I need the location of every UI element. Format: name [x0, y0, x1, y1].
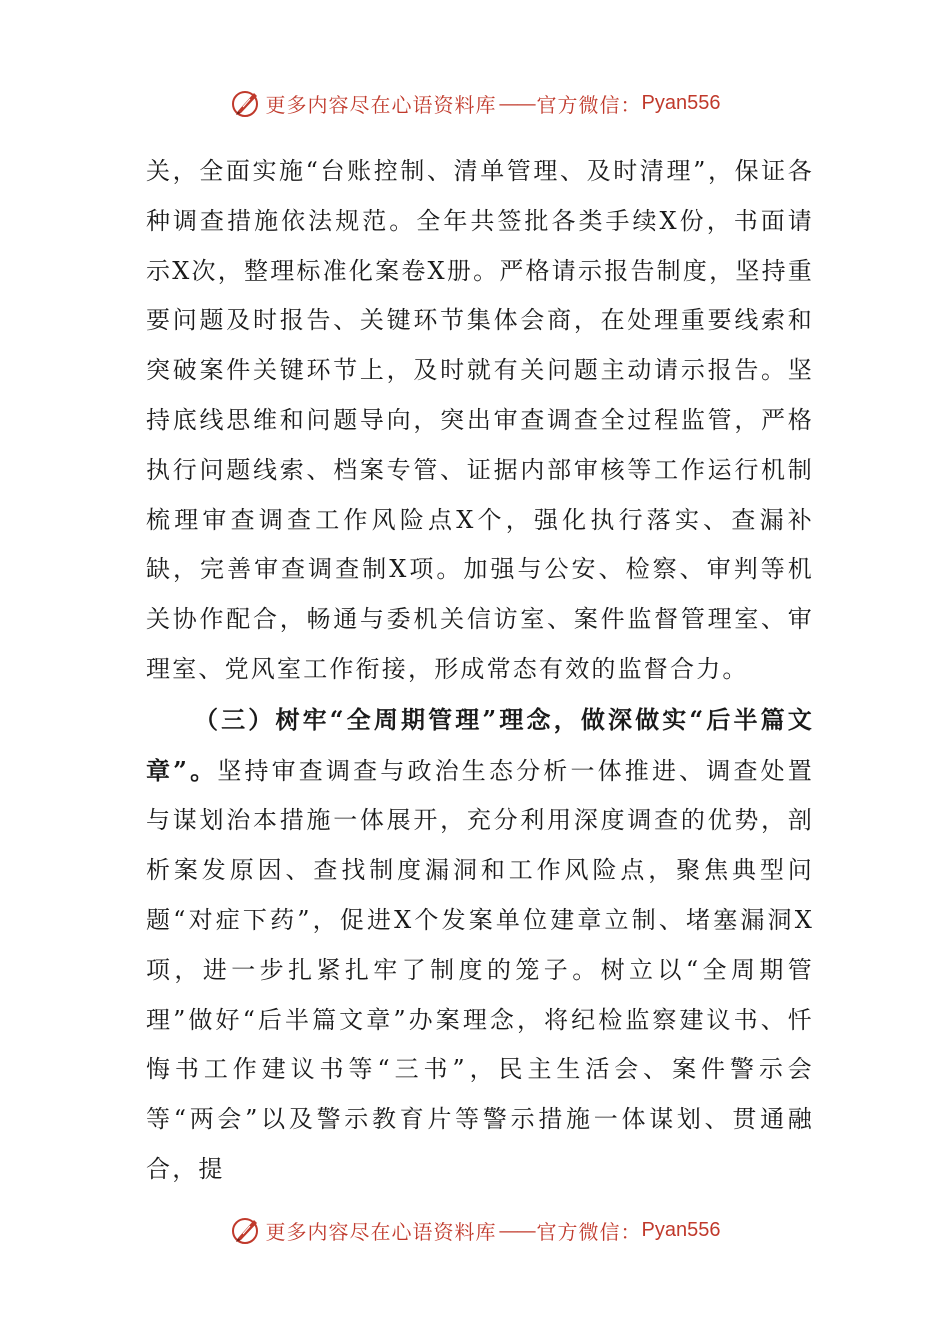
banner-brand-text: 更多内容尽在心语资料库 [265, 1219, 497, 1244]
quill-logo-icon [230, 87, 262, 119]
footer-watermark-banner [0, 1210, 950, 1250]
body-paragraph-1: 关，全面实施“台账控制、清单管理、及时清理”，保证各种调查措施依法规范。全年共签批各类手续X份，书面请示X次，整理标准化案卷X册。严格请示报告制度，坚持重要问题及时报告、关键环节集体会商，在处理重要线索和突破案件关键环节上，及时就有关问题主动请示报告。坚持底线思维和问题导向，突出审查调查全过程监管，严格执行问题线索、档案专管、证据内部审核等工作运行机制梳理审查调查工作风险点X个，强化执行落实、查漏补缺，完善审查调查制X项。加强与公安、检察、审判等机关协作配合，畅通与委机关信访室、案件监督管理室、审理室、党风室工作衔接，形成常态有效的监督合力。 [146, 157, 814, 683]
banner-wechat-label: 官方微信： [536, 92, 642, 117]
banner-wechat-handle: Pyan556 [641, 1218, 721, 1241]
banner-separator: —— [498, 1218, 535, 1242]
banner-wechat-label: 官方微信： [536, 1219, 642, 1244]
quill-logo-icon [230, 1214, 262, 1246]
section-heading-3: （三）树牢“全周期管理”理念，做深做实“后半篇文章”。 [146, 704, 814, 785]
banner-wechat-handle: Pyan556 [641, 91, 721, 114]
section-3-text: 坚持审查调查与政治生态分析一体推进、调查处置与谋划治本措施一体展开，充分利用深度调查的优势，剖析案发原因、查找制度漏洞和工作风险点，聚焦典型问题“对症下药”，促进X个发案单位建章立制、堵塞漏洞X项，进一步扎紧扎牢了制度的笼子。树立以“全周期管理”做好“后半篇文章”办案理念，将纪检监察建议书、忏悔书工作建议书等“三书”，民主生活会、案件警示会等“两会”以及警示教育片等警示措施一体谋划、贯通融合，提 [146, 756, 814, 1183]
body-paragraph-2 [146, 695, 814, 1195]
banner-brand-text: 更多内容尽在心语资料库 [265, 92, 497, 117]
header-watermark-banner [0, 83, 950, 123]
document-body [146, 147, 814, 1195]
banner-separator: —— [498, 91, 535, 115]
